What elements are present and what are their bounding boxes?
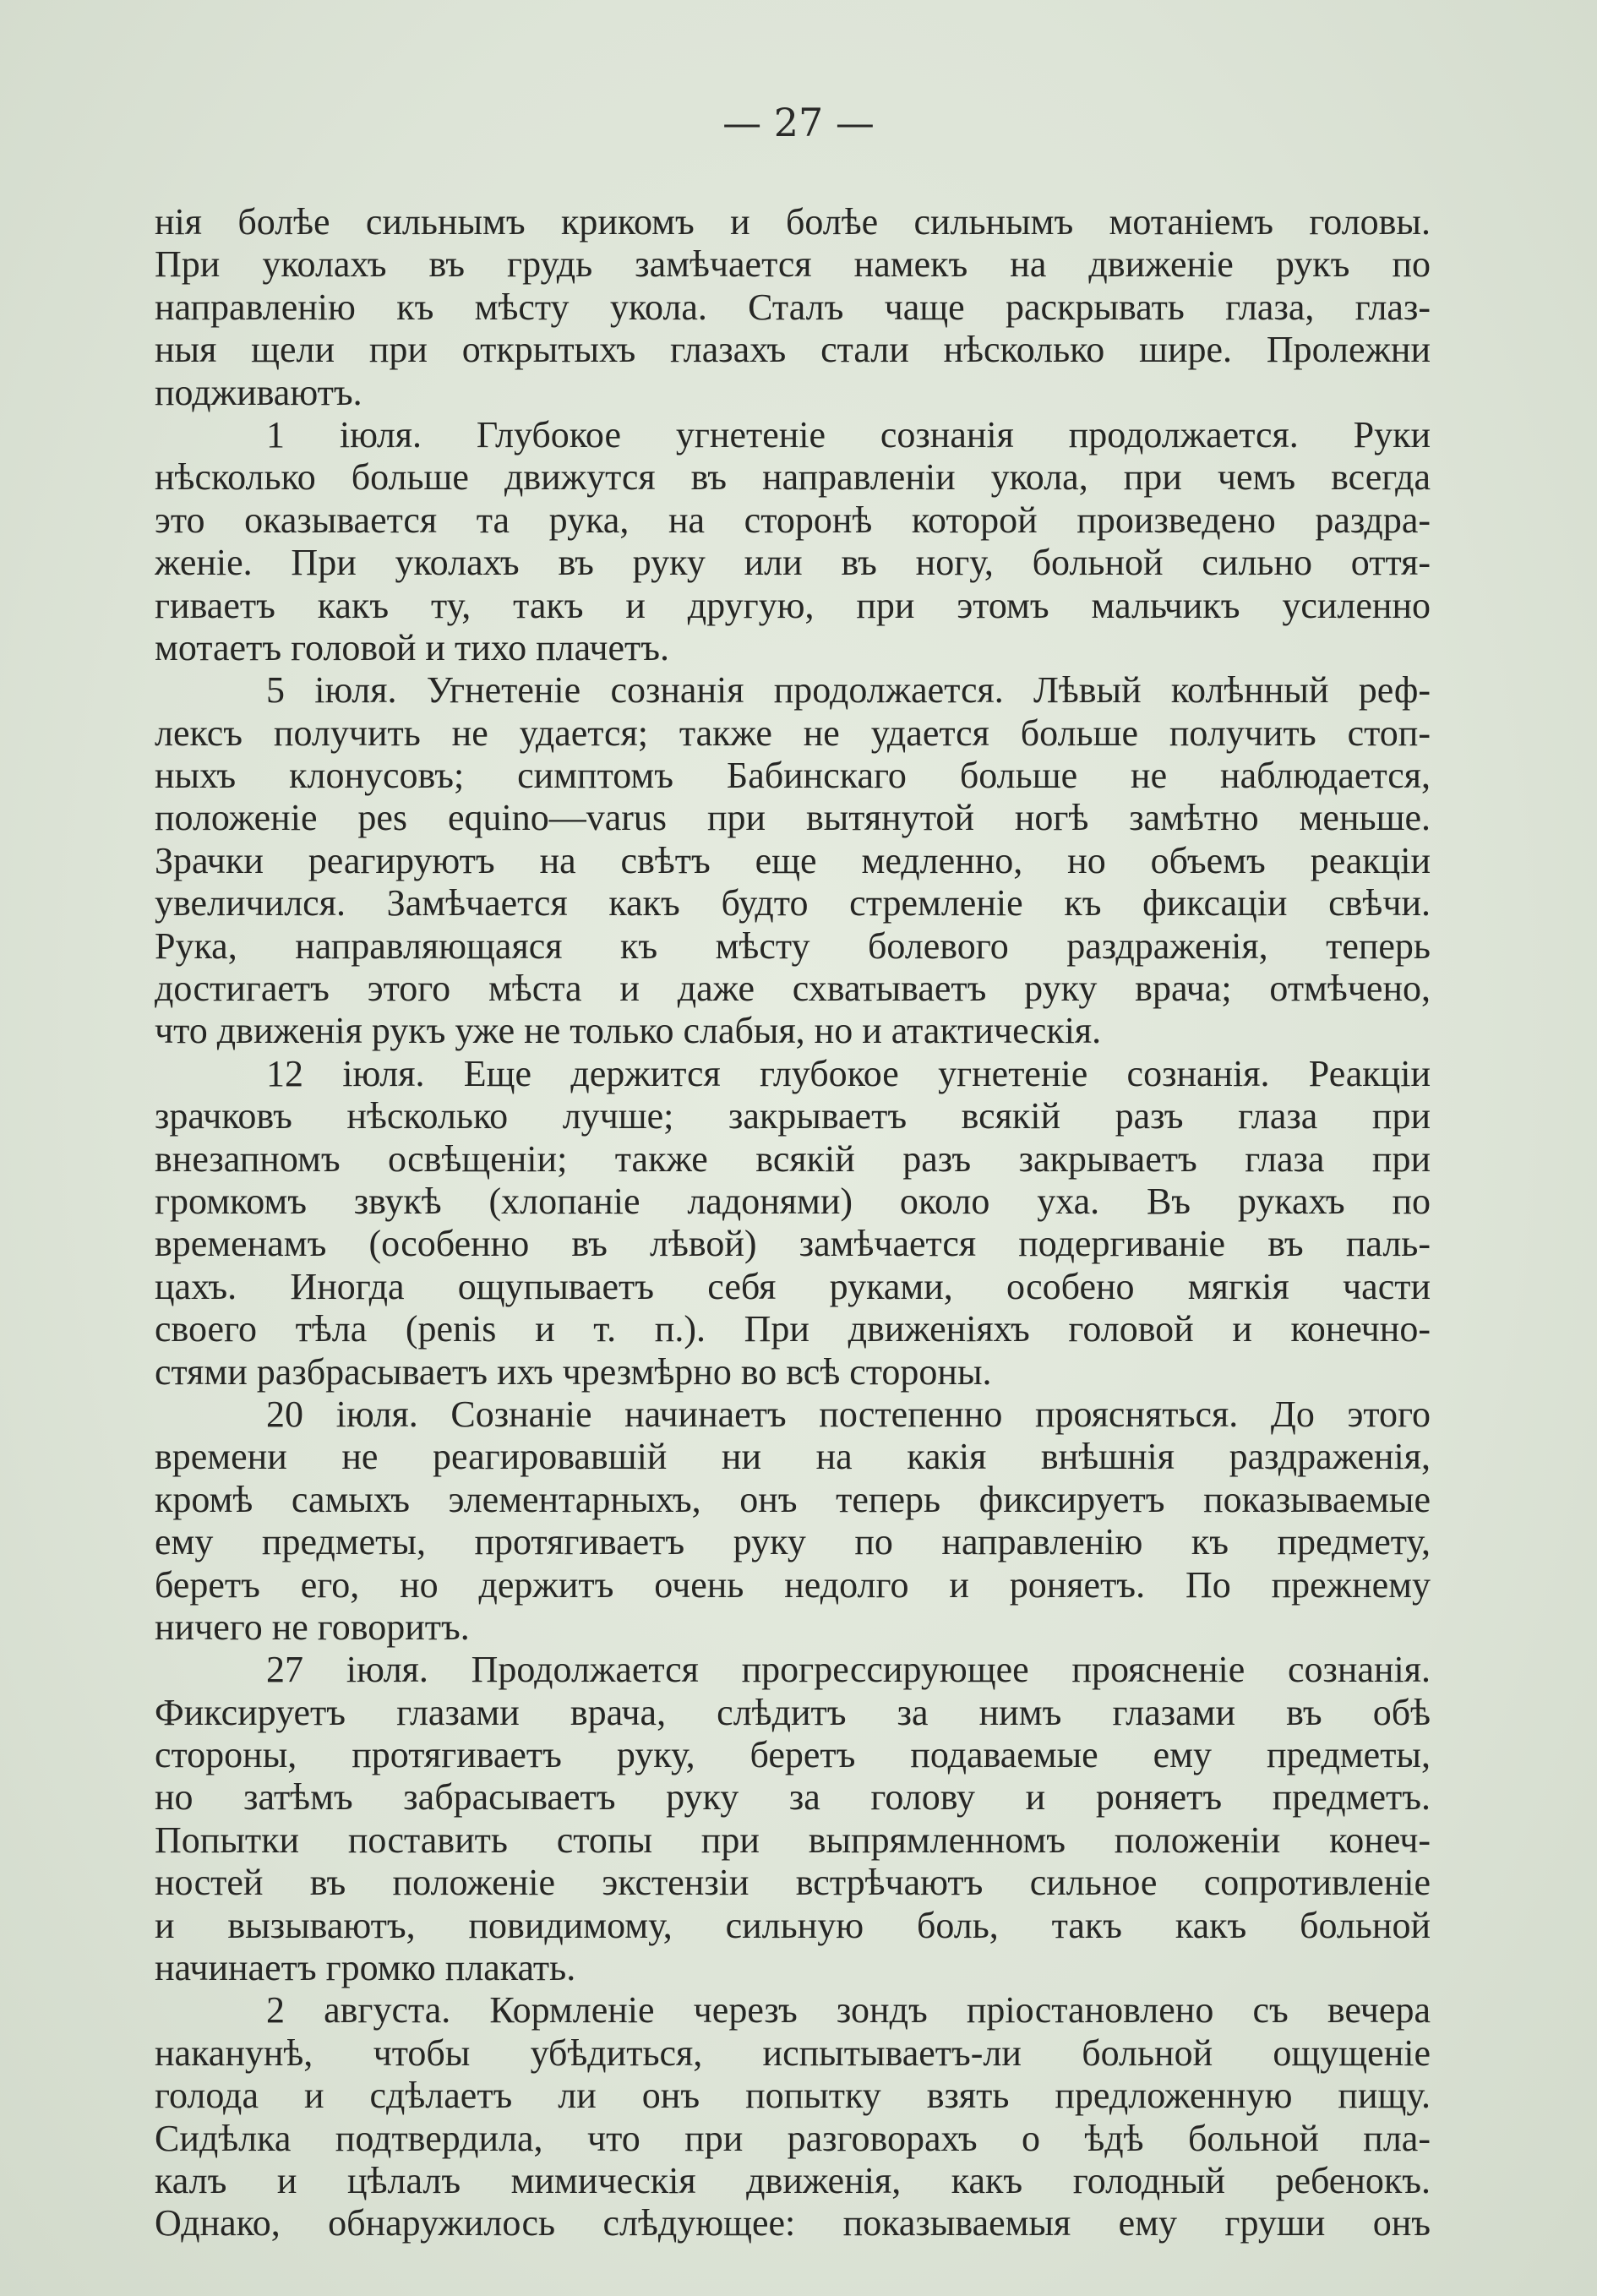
- text-line: ему предметы, протягиваетъ руку по направленію къ предмету,: [155, 1521, 1431, 1563]
- text-line: Попытки поставить стопы при выпрямленномъ положеніи конеч-: [155, 1819, 1431, 1861]
- text-line: ныхъ клонусовъ; симптомъ Бабинскаго больше не наблюдается,: [155, 755, 1431, 797]
- text-line: При уколахъ въ грудь замѣчается намекъ на движеніе рукъ по: [155, 243, 1431, 286]
- text-line: Рука, направляющаяся къ мѣсту болевого раздраженія, теперь: [155, 924, 1431, 967]
- paragraph-july-5-line: 5 іюля. Угнетеніе сознанія продолжается. Лѣвый колѣнный реф-: [266, 669, 1431, 712]
- text-line: и вызываютъ, повидимому, сильную боль, такъ какъ больной: [155, 1904, 1431, 1946]
- text-line: нія болѣе сильнымъ крикомъ и болѣе сильнымъ мотаніемъ головы.: [155, 201, 1431, 243]
- text-line: калъ и цѣлалъ мимическія движенія, какъ голодный ребенокъ.: [155, 2159, 1431, 2201]
- text-line: своего тѣла (penis и т. п.). При движеніяхъ головой и конечно-: [155, 1308, 1431, 1350]
- text-line: временамъ (особенно въ лѣвой) замѣчается подергиваніе въ паль-: [155, 1223, 1431, 1265]
- text-line: ныя щели при открытыхъ глазахъ стали нѣсколько шире. Пролежни: [155, 329, 1431, 371]
- text-line: кромѣ самыхъ элементарныхъ, онъ теперь фиксируетъ показываемые: [155, 1478, 1431, 1520]
- text-line: наканунѣ, чтобы убѣдиться, испытываетъ-ли больной ощущеніе: [155, 2031, 1431, 2074]
- text-line: ничего не говоритъ.: [155, 1606, 470, 1648]
- text-line: голода и сдѣлаетъ ли онъ попытку взять предложенную пищу.: [155, 2075, 1431, 2117]
- text-line: достигаетъ этого мѣста и даже схватываетъ руку врача; отмѣчено,: [155, 968, 1431, 1010]
- text-line: стороны, протягиваетъ руку, беретъ подаваемые ему предметы,: [155, 1734, 1431, 1776]
- text-line: подживаютъ.: [155, 371, 362, 413]
- text-line: увеличился. Замѣчается какъ будто стремленіе къ фиксаціи свѣчи.: [155, 882, 1431, 924]
- paragraph-july-20-line: 20 іюля. Сознаніе начинаетъ постепенно проясняться. До этого: [266, 1393, 1431, 1435]
- text-line: беретъ его, но держитъ очень недолго и роняетъ. По прежнему: [155, 1563, 1431, 1606]
- page-number: — 27 —: [722, 100, 875, 145]
- text-line: Фиксируетъ глазами врача, слѣдитъ за нимъ глазами въ обѣ: [155, 1691, 1431, 1733]
- text-line: мотаетъ головой и тихо плачетъ.: [155, 626, 669, 668]
- paragraph-july-12-line: 12 іюля. Еще держится глубокое угнетеніе сознанія. Реакціи: [266, 1052, 1431, 1094]
- text-line: что движенія рукъ уже не только слабыя, но и атактическія.: [155, 1010, 1102, 1052]
- text-line: женіе. При уколахъ въ руку или въ ногу, больной сильно оття-: [155, 542, 1431, 584]
- text-line: цахъ. Иногда ощупываетъ себя руками, особено мягкія части: [155, 1265, 1431, 1307]
- text-line: это оказывается та рука, на сторонѣ которой произведено раздра-: [155, 499, 1431, 541]
- text-line: зрачковъ нѣсколько лучше; закрываетъ всякій разъ глаза при: [155, 1095, 1431, 1137]
- text-line: ностей въ положеніе экстензіи встрѣчаютъ сильное сопротивленіе: [155, 1862, 1431, 1904]
- paragraph-july-1-line: 1 іюля. Глубокое угнетеніе сознанія продолжается. Руки: [266, 413, 1431, 455]
- text-line: нѣсколько больше движутся въ направленіи укола, при чемъ всегда: [155, 456, 1431, 499]
- text-line: стями разбрасываетъ ихъ чрезмѣрно во всѣ стороны.: [155, 1350, 992, 1393]
- text-line: но затѣмъ забрасываетъ руку за голову и роняетъ предметъ.: [155, 1776, 1431, 1819]
- paragraph-july-27-line: 27 іюля. Продолжается прогрессирующее проясненіе сознанія.: [266, 1649, 1431, 1691]
- text-line: начинаетъ громко плакать.: [155, 1947, 576, 1989]
- text-line: лексъ получить не удается; также не удается больше получить стоп-: [155, 712, 1431, 754]
- text-line: гиваетъ какъ ту, такъ и другую, при этомъ мальчикъ усиленно: [155, 584, 1431, 626]
- text-line: Сидѣлка подтвердила, что при разговорахъ о ѣдѣ больной пла-: [155, 2117, 1431, 2159]
- text-line: направленію къ мѣсту укола. Сталъ чаще раскрывать глаза, глаз-: [155, 286, 1431, 328]
- text-line: времени не реагировавшій ни на какія внѣшнія раздраженія,: [155, 1436, 1431, 1478]
- text-line: Зрачки реагируютъ на свѣтъ еще медленно, но объемъ реакціи: [155, 839, 1431, 881]
- text-line: внезапномъ освѣщеніи; также всякій разъ закрываетъ глаза при: [155, 1137, 1431, 1180]
- text-line: громкомъ звукѣ (хлопаніе ладонями) около уха. Въ рукахъ по: [155, 1180, 1431, 1222]
- text-line: положеніе pes equino—varus при вытянутой ногѣ замѣтно меньше.: [155, 797, 1431, 839]
- text-line: Однако, обнаружилось слѣдующее: показываемыя ему груши онъ: [155, 2202, 1431, 2244]
- paragraph-august-2-line: 2 августа. Кормленіе черезъ зондъ пріостановлено съ вечера: [266, 1989, 1431, 2031]
- body-text: [155, 201, 1431, 2245]
